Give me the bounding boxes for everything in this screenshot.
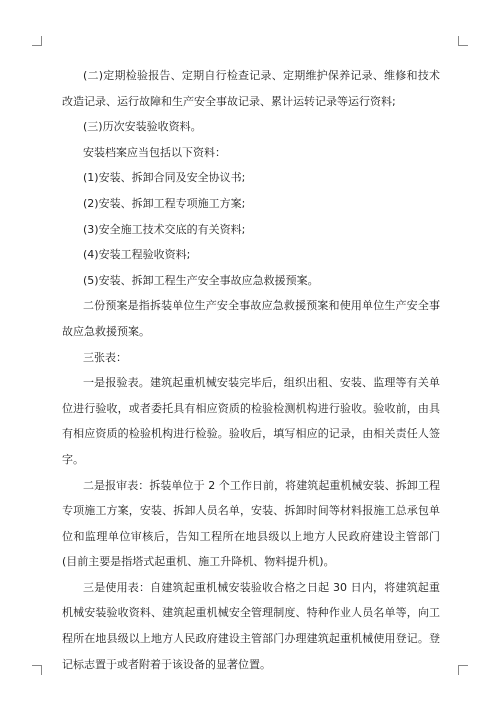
crop-mark-top-right <box>458 36 468 46</box>
list-item-safety-briefing: (3)安全施工技术交底的有关资料; <box>83 222 246 236</box>
paragraph-three-forms-heading: 三张表： <box>83 350 127 364</box>
paragraph-usage-form: 三是使用表：自建筑起重机械安装验收合格之日起 30 日内，将建筑起重机械安装验收资料、建筑起重机械安全管理制度、特种作业人员名单等，向工程所在地县级以上地方人民政府建设主管部门办理建筑起重机械使用登记。登记标志置于或者附着于该设备的显著位置。 <box>62 580 440 671</box>
list-item-contract: (1)安装、拆卸合同及安全协议书; <box>83 171 246 185</box>
paragraph-acceptance-records: (三)历次安装验收资料。 <box>83 120 202 134</box>
crop-mark-bottom-right <box>458 665 468 675</box>
paragraph-review-form: 二是报审表：拆装单位于 2 个工作日前，将建筑起重机械安装、拆卸工程专项施工方案，安装、拆卸人员名单，安装、拆卸时间等材料报施工总承包单位和监理单位审核后，告知工程所在地县级以上地方人民政府建设主管部门(目前主要是指塔式起重机、施工升降机、物料提升机)。 <box>62 478 440 569</box>
paragraph-archive-intro: 安装档案应当包括以下资料： <box>83 145 226 159</box>
paragraph-operation-records: (二)定期检验报告、定期自行检查记录、定期维护保养记录、维修和技术改造记录、运行故障和生产安全事故记录、累计运转记录等运行资料; <box>62 69 440 108</box>
list-item-acceptance-data: (4)安装工程验收资料; <box>83 248 191 262</box>
paragraph-inspection-form: 一是报验表。建筑起重机械安装完毕后，组织出租、安装、监理等有关单位进行验收，或者委托具有相应资质的检验检测机构进行验收。验收前，由具有相应资质的检验机构进行检验。验收后，填写相应的记录，由相关责任人签字。 <box>62 376 440 466</box>
crop-mark-top-left <box>32 36 42 46</box>
list-item-construction-plan: (2)安装、拆卸工程专项施工方案; <box>83 196 246 210</box>
crop-mark-bottom-left <box>32 665 42 675</box>
list-item-emergency-plan: (5)安装、拆卸工程生产安全事故应急救援预案。 <box>83 273 319 287</box>
paragraph-two-plans: 二份预案是指拆装单位生产安全事故应急救援预案和使用单位生产安全事故应急救援预案。 <box>62 299 440 338</box>
document-body <box>62 63 440 677</box>
